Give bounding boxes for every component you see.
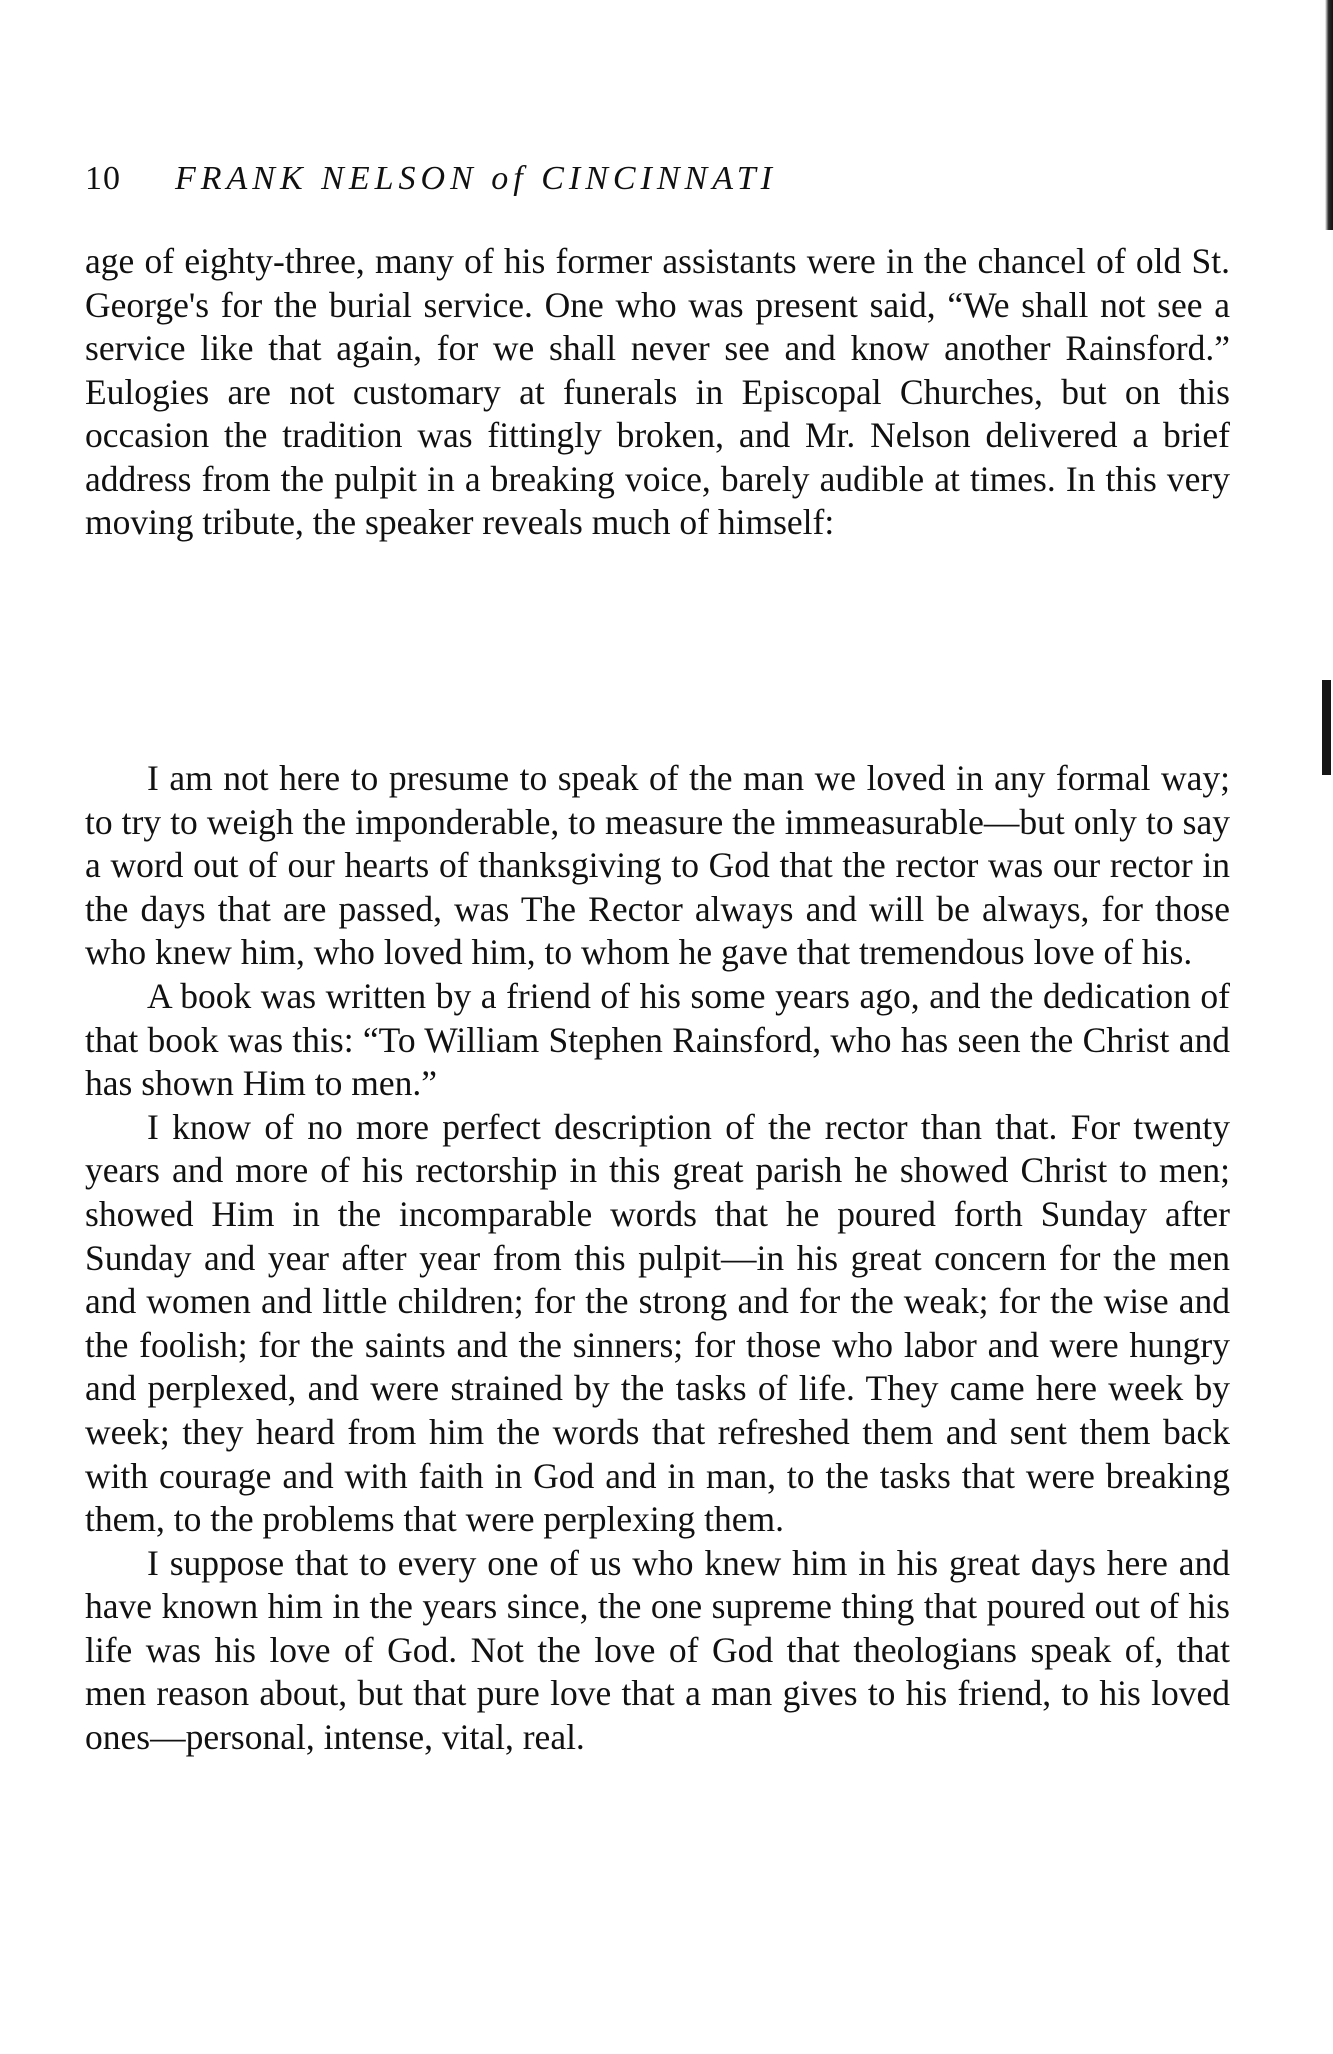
eulogy-quote-block — [85, 757, 1230, 1760]
quote-paragraph-3: I know of no more perfect description of the rector than that. For twenty years and more of his rectorship in this great parish he showed Christ to men; showed Him in the incomparable words that he poured forth Sunday after Sunday and year after year from this pulpit—in his great concern for the men and women and little children; for the strong and for the weak; for the wise and the foolish; for the saints and the sinners; for those who labor and were hungry and perplexed, and were strained by the tasks of life. They came here week by week; they heard from him the words that refreshed them and sent them back with courage and with faith in God and in man, to the tasks that were breaking them, to the problems that were perplexing them. — [85, 1106, 1230, 1540]
page-number: 10 — [85, 160, 121, 197]
running-header — [85, 160, 1245, 220]
running-title: FRANK NELSON of CINCINNATI — [175, 160, 777, 197]
quote-paragraph-2: A book was written by a friend of his some years ago, and the dedication of that book was this: “To William Stephen Rainsford, who has seen the Christ and has shown Him to men.” — [85, 975, 1230, 1104]
page-edge-mark — [1322, 680, 1331, 775]
intro-paragraph: age of eighty-three, many of his former assistants were in the chancel of old St. George's for the burial service. One who was present said, “We shall not see a service like that again, for we shall never see and know another Rainsford.” Eulogies are not customary at funerals in Episcopal Churches, but on this occasion the tradition was fittingly broken, and Mr. Nelson delivered a brief address from the pulpit in a breaking voice, barely audible at times. In this very moving tribute, the speaker reveals much of himself: — [85, 241, 1230, 542]
quote-paragraph-1: I am not here to presume to speak of the man we loved in any formal way; to try to weigh the imponderable, to measure the immeasurable—but only to say a word out of our hearts of thanksgiving to God that the rector was our rector in the days that are passed, was The Rector always and will be always, for those who knew him, who loved him, to whom he gave that tremendous love of his. — [85, 758, 1230, 973]
quote-paragraph-4: I suppose that to every one of us who knew him in his great days here and have known him in the years since, the one supreme thing that poured out of his life was his love of God. Not the love of God that theologians speak of, that men reason about, but that pure love that a man gives to his friend, to his loved ones—personal, intense, vital, real. — [85, 1542, 1230, 1758]
intro-paragraph-block — [85, 240, 1230, 545]
page-edge-shadow — [1325, 0, 1333, 230]
